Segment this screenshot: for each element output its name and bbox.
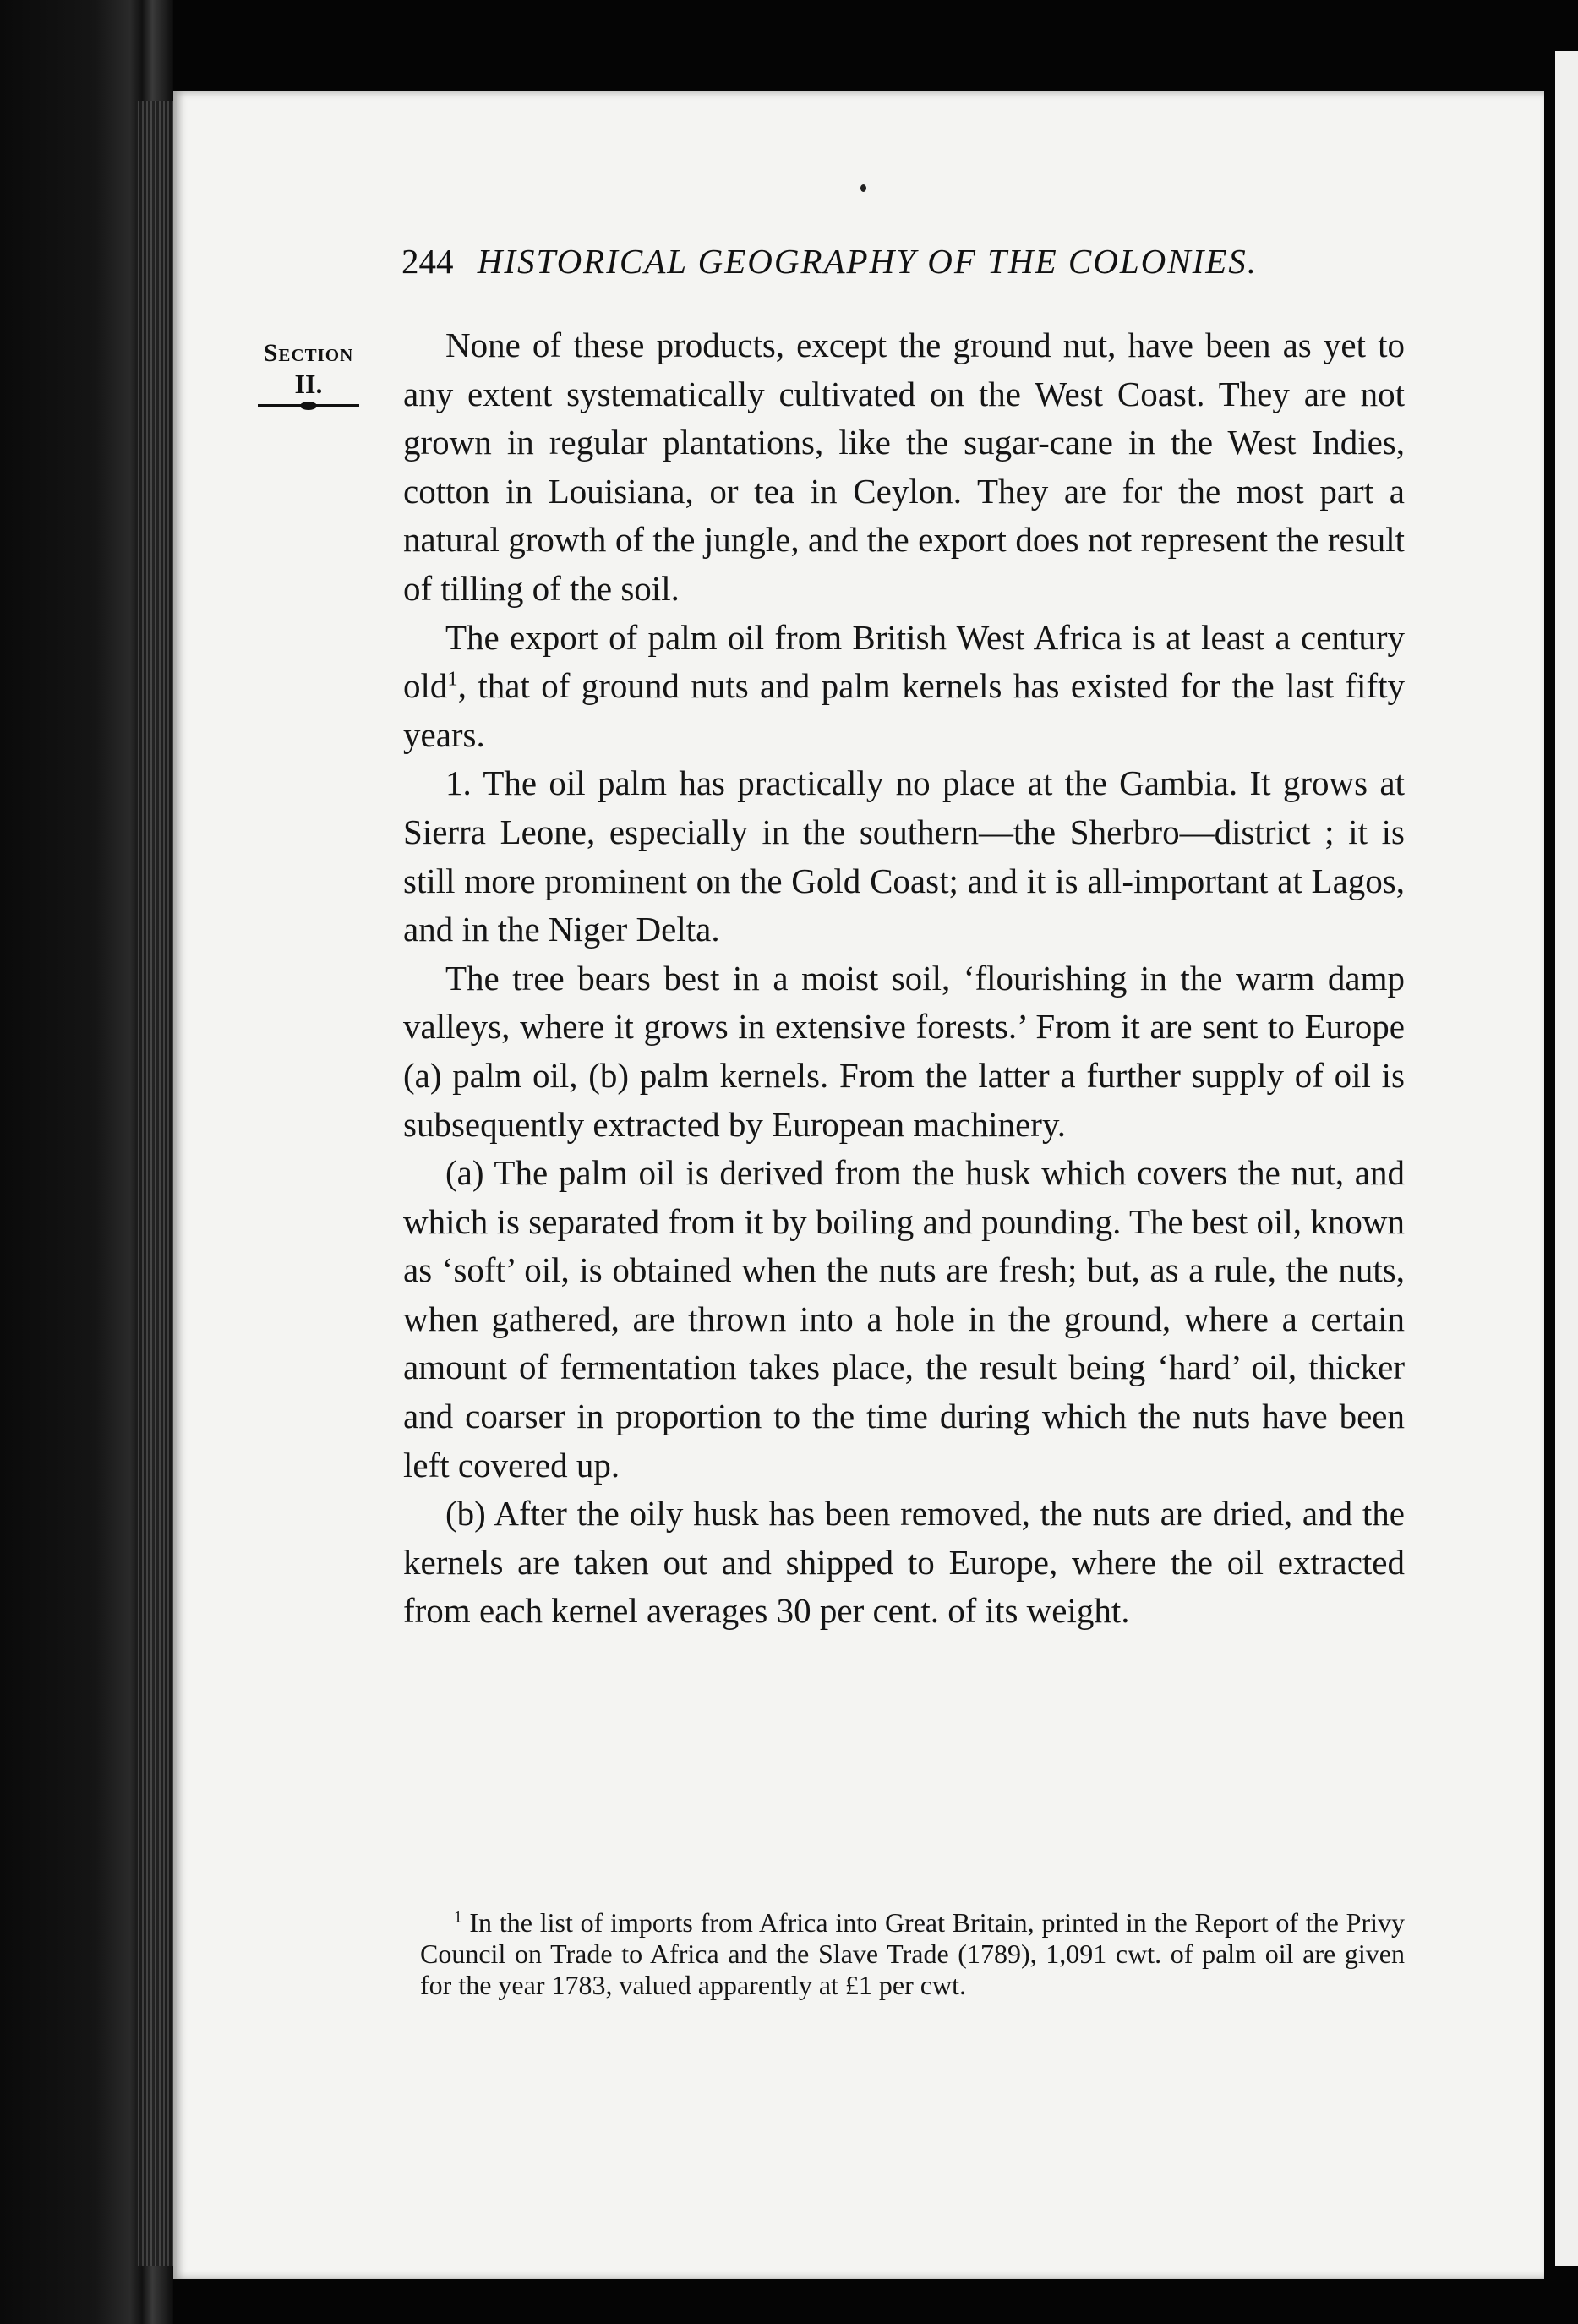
footnote-text [420,1907,1405,2001]
body-text [403,321,1405,1636]
section-number: II. [294,369,323,399]
section-margin-note [245,338,372,407]
page-header [401,241,1373,282]
paragraph-3: 1. The oil palm has practically no place at the Gambia. It grows at Sierra Leone, especially in the southern—the Sherbro—district ; it is still more prominent on the Gold Coast; and it is all-important at Lagos, and in the Niger Delta. [403,763,1405,949]
ink-speck [860,184,866,192]
paragraph-1: None of these products, except the ground nut, have been as yet to any extent systematically cultivated on the West Coast. They are not grown in regular plantations, like the sugar-cane in the West Indies, cotton in Louisiana, or tea in Ceylon. They are for the most part a natural growth of the jungle, and the export does not represent the result of tilling of the soil. [403,325,1405,608]
running-title: HISTORICAL GEOGRAPHY OF THE COLONIES. [477,242,1259,281]
paragraph-5: (a) The palm oil is derived from the husk which covers the nut, and which is separated from it by boiling and pounding. The best oil, known as ‘soft’ oil, is obtained when the nuts are fresh; but, as a rule, the nuts, when gathered, are thrown into a hole in the ground, where a certain amount of fermentation takes place, the result being ‘hard’ oil, thicker and coarser in proportion to the time during which the nuts have been left covered up. [403,1153,1405,1485]
page-number: 244 [401,242,454,281]
section-label: Section [263,339,354,367]
paragraph-2 [403,614,1405,760]
footnote-body: In the list of imports from Africa into Great Britain, printed in the Report of the Privy Council on Trade to Africa and the Slave Trade (1789), 1,091 cwt. of palm oil are given for the year 1783, valued apparently at £1 per cwt. [420,1907,1406,2000]
ornamental-rule [258,404,359,407]
footnote-mark: 1 [454,1908,462,1927]
paragraph-6: (b) After the oily husk has been removed, the nuts are dried, and the kernels are taken out and shipped to Europe, where the oil extracted from each kernel averages 30 per cent. of its weight. [403,1494,1405,1631]
paragraph-2-end: , that of ground nuts and palm kernels has existed for the last fifty years. [403,666,1405,754]
next-page-edge [1555,51,1578,2266]
binding-edge [135,101,173,2266]
paragraph-2-start: The export of palm oil from British West Africa is at least a century old [403,617,1405,706]
paragraph-4: The tree bears best in a moist soil, ‘flourishing in the warm damp valleys, where it grows in extensive forests.’ From it are sent to Europe (a) palm oil, (b) palm kernels. From the latter a further supply of oil is subsequently extracted by European machinery. [403,958,1405,1144]
footnote [420,1907,1405,2001]
footnote-reference: 1 [447,667,458,691]
